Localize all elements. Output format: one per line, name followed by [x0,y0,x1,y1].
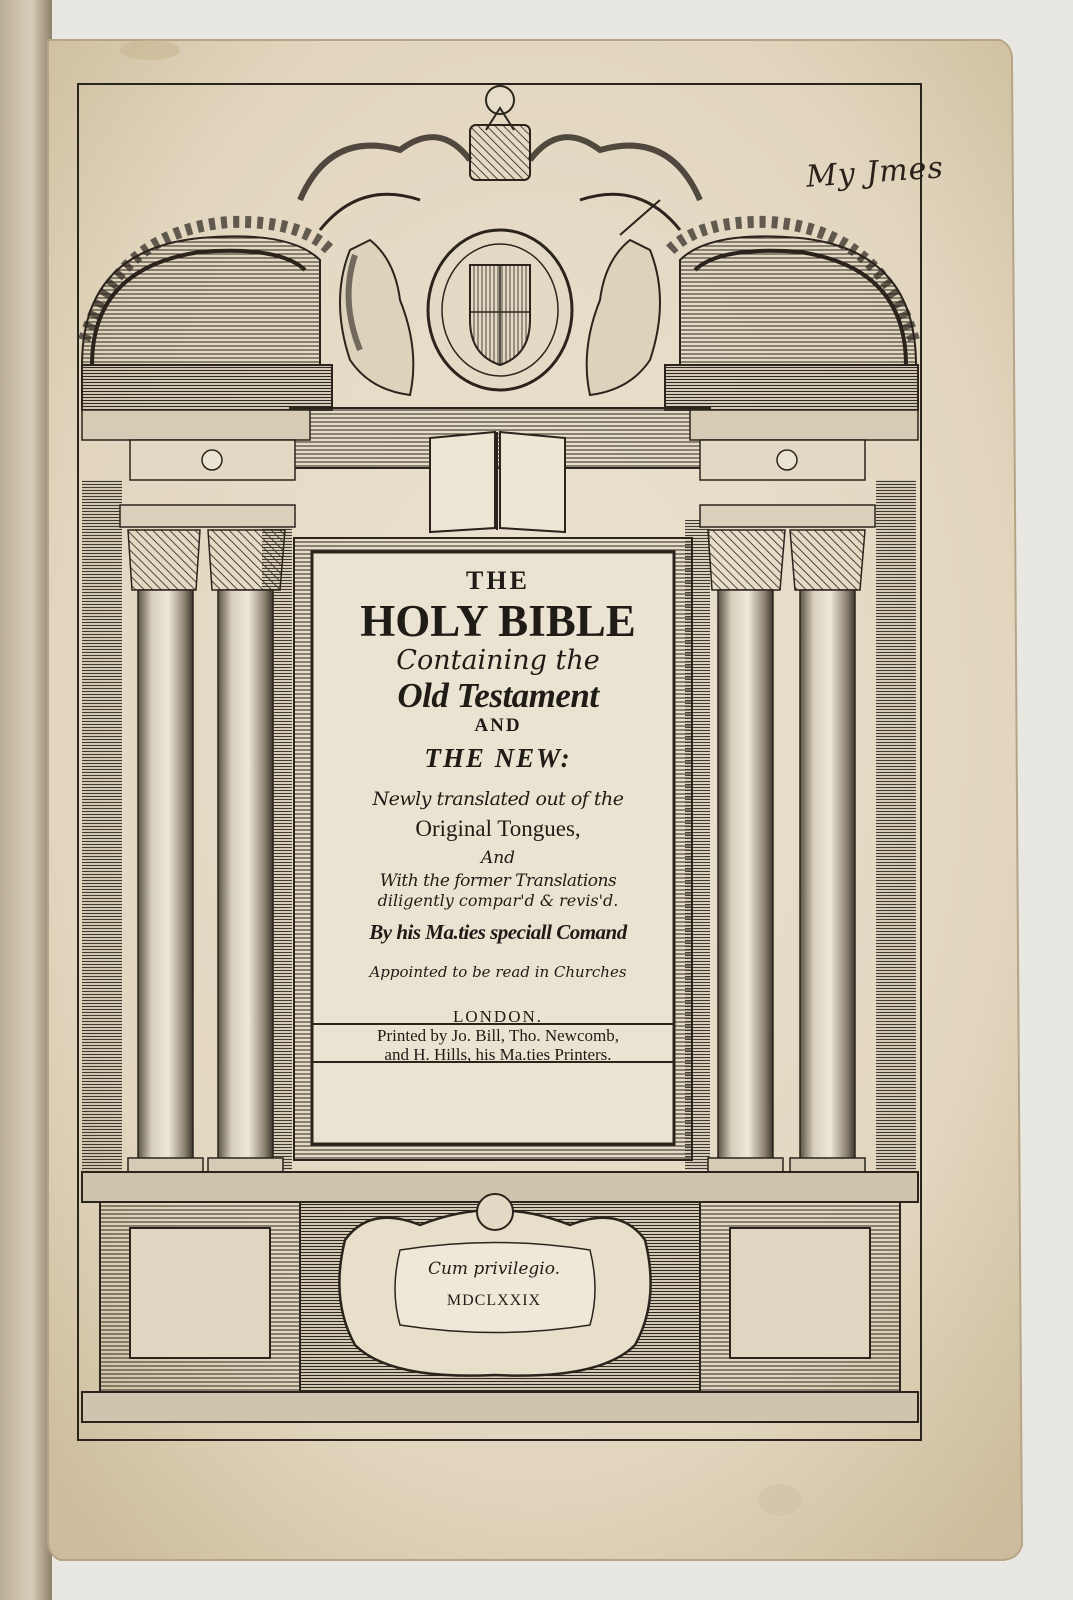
cartouche [339,1194,650,1376]
imprint-printers: and H. Hills, his Ma.ties Printers. [384,1045,612,1064]
title-the-new: THE NEW: [424,743,572,773]
title-holy-bible: HOLY BIBLE [360,596,636,646]
title-old-testament: Old Testament [397,676,599,715]
title-the: THE [466,566,530,595]
handwritten-signature: My Jmes [804,150,945,195]
title-appointed: Appointed to be read in Churches [369,963,627,981]
title-newly-translated: Newly translated out of the [372,788,624,810]
imprint-printed-by: Printed by Jo. Bill, Tho. Newcomb, [377,1026,619,1045]
title-and-italic: And [480,848,516,868]
imprint-london: LONDON. [452,1007,544,1026]
title-and: AND [474,715,522,736]
title-diligently-compared: diligently compar'd & revis'd. [377,891,619,910]
title-special-command: By his Ma.ties speciall Comand [369,920,627,944]
cartouche-year: MDCLXXIX [446,1292,542,1309]
open-book-emblem [430,432,565,532]
title-original-tongues: Original Tongues, [415,816,581,841]
title-containing: Containing the [396,645,600,676]
cherub-head [477,1194,513,1230]
cartouche-privilege: Cum privilegio. [427,1259,561,1279]
title-text-block [316,562,680,1063]
title-former-translations: With the former Translations [379,871,617,891]
book-binding-edge [0,0,52,1600]
